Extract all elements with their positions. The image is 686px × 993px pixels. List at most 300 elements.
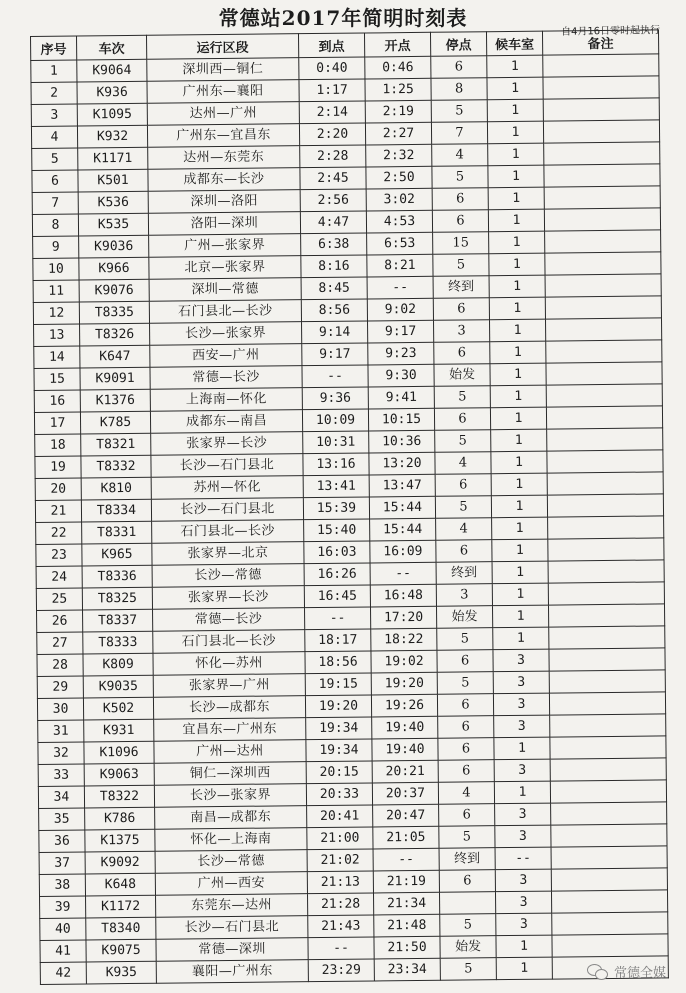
cell-stop: 15 [433,232,489,255]
cell-depart: 3:02 [366,188,432,211]
cell-stop: 6 [432,188,488,211]
cell-remark [549,626,665,649]
cell-no: 15 [34,368,80,390]
cell-train: K809 [83,653,153,676]
cell-section: 张家界—长沙 [152,586,304,610]
cell-no: 2 [31,82,77,104]
cell-remark [548,516,664,539]
cell-stop [439,892,495,915]
cell-remark [546,406,662,429]
cell-waiting-room: 1 [491,451,547,474]
cell-train: K501 [78,169,148,192]
cell-stop: 6 [438,716,494,739]
cell-section: 石门县北—长沙 [149,300,301,324]
cell-depart: 2:32 [366,144,432,167]
cell-train: K9036 [79,235,149,258]
cell-depart: 21:05 [373,826,439,849]
cell-train: K1172 [86,895,156,918]
cell-no: 8 [32,214,78,236]
cell-stop: 6 [439,870,495,893]
cell-waiting-room: 3 [493,693,549,716]
cell-remark [548,560,664,583]
cell-stop: 始发 [440,936,496,959]
effective-date-note: 自4月16日零时起执行 [560,25,661,38]
cell-arrive: 21:13 [307,871,373,894]
cell-depart: 0:46 [365,56,431,79]
cell-no: 30 [37,698,83,720]
cell-train: K785 [80,411,150,434]
cell-section: 深圳西—铜仁 [147,58,299,82]
header-waiting-room: 候车室 [486,31,542,56]
cell-depart: 2:50 [366,166,432,189]
cell-waiting-room: 1 [493,627,549,650]
cell-stop: 6 [438,760,494,783]
cell-no: 25 [36,588,82,610]
cell-remark [550,736,666,759]
cell-remark [551,890,667,913]
cell-stop: 6 [436,540,492,563]
cell-waiting-room: 1 [496,935,552,958]
cell-train: K1171 [78,147,148,170]
cell-train: K932 [77,125,147,148]
cell-no: 23 [36,544,82,566]
cell-waiting-room: 1 [490,341,546,364]
cell-depart: 9:30 [368,364,434,387]
cell-section: 广州东—宜昌东 [147,124,299,148]
cell-remark [548,604,664,627]
cell-arrive: 19:15 [305,673,371,696]
cell-no: 4 [31,126,77,148]
cell-waiting-room: 1 [488,187,544,210]
cell-waiting-room: 1 [492,539,548,562]
cell-stop: 5 [437,672,493,695]
cell-train: K9063 [84,763,154,786]
cell-stop: 6 [434,342,490,365]
cell-depart: 13:20 [369,452,435,475]
cell-stop: 5 [440,958,496,981]
cell-remark [544,208,660,231]
watermark [587,962,666,981]
cell-section: 成都东—南昌 [150,410,302,434]
cell-depart: 6:53 [367,232,433,255]
cell-remark [545,318,661,341]
cell-no: 10 [33,258,79,280]
cell-arrive: 21:00 [307,827,373,850]
cell-waiting-room: 1 [487,77,543,100]
cell-waiting-room: 1 [489,319,545,342]
cell-stop: 5 [433,254,489,277]
cell-stop: 6 [437,650,493,673]
cell-no: 26 [37,610,83,632]
cell-depart: 19:26 [371,694,437,717]
cell-section: 襄阳—广州东 [156,960,308,984]
cell-arrive: 16:45 [304,585,370,608]
cell-waiting-room: 1 [488,209,544,232]
cell-arrive: 18:17 [305,629,371,652]
cell-waiting-room: -- [495,847,551,870]
cell-waiting-room: 1 [490,407,546,430]
cell-remark [543,120,659,143]
cell-train: K9076 [79,279,149,302]
cell-train: K936 [77,81,147,104]
cell-train: K535 [78,213,148,236]
cell-arrive: 9:14 [302,321,368,344]
cell-waiting-room: 1 [492,561,548,584]
cell-stop: 5 [440,914,496,937]
cell-train: T8322 [84,785,154,808]
cell-depart: 21:50 [374,936,440,959]
cell-depart: -- [367,276,433,299]
cell-depart: 19:40 [372,716,438,739]
cell-depart: 10:36 [369,430,435,453]
cell-stop: 6 [432,210,488,233]
cell-section: 石门县北—长沙 [153,630,305,654]
cell-no: 14 [34,346,80,368]
header-stop: 停点 [430,32,486,57]
cell-arrive: 19:34 [306,739,372,762]
cell-arrive: 1:17 [299,79,365,102]
cell-remark [550,758,666,781]
cell-no: 38 [39,874,85,896]
cell-section: 成都东—长沙 [148,168,300,192]
cell-no: 1 [31,60,77,82]
cell-remark [550,780,666,803]
cell-depart: 9:23 [368,342,434,365]
cell-depart: -- [370,562,436,585]
cell-stop: 6 [435,474,491,497]
cell-remark [548,538,664,561]
cell-stop: 4 [435,452,491,475]
cell-section: 达州—东莞东 [148,146,300,170]
cell-section: 广州—西安 [155,872,307,896]
cell-section: 长沙—成都东 [153,696,305,720]
cell-stop: 4 [432,144,488,167]
cell-stop: 5 [435,496,491,519]
cell-section: 长沙—张家界 [150,322,302,346]
cell-waiting-room: 1 [496,957,552,980]
cell-train: K786 [85,807,155,830]
cell-section: 洛阳—深圳 [148,212,300,236]
cell-train: T8325 [82,587,152,610]
cell-depart: 19:20 [371,672,437,695]
cell-stop: 6 [438,738,494,761]
cell-arrive: 19:20 [305,695,371,718]
cell-no: 34 [38,786,84,808]
cell-section: 广州东—襄阳 [147,80,299,104]
cell-depart: 19:40 [372,738,438,761]
header-depart: 开点 [364,32,430,57]
cell-section: 常德—长沙 [150,366,302,390]
cell-stop: 7 [431,122,487,145]
header-no: 序号 [31,36,77,60]
cell-waiting-room: 3 [494,715,550,738]
cell-waiting-room: 1 [492,583,548,606]
cell-train: K536 [78,191,148,214]
cell-depart: 10:15 [368,408,434,431]
cell-no: 31 [38,720,84,742]
cell-waiting-room: 3 [495,825,551,848]
cell-remark [543,76,659,99]
cell-arrive: 20:41 [307,805,373,828]
cell-no: 24 [36,566,82,588]
cell-no: 41 [40,940,86,962]
cell-arrive: -- [302,365,368,388]
cell-stop: 6 [439,804,495,827]
cell-waiting-room: 3 [495,891,551,914]
cell-section: 长沙—张家界 [154,784,306,808]
cell-remark [543,54,659,77]
cell-waiting-room: 3 [494,759,550,782]
cell-depart: 15:44 [369,496,435,519]
cell-section: 长沙—石门县北 [151,454,303,478]
cell-remark [545,252,661,275]
cell-section: 宜昌东—广州东 [154,718,306,742]
cell-no: 13 [34,324,80,346]
cell-no: 28 [37,654,83,676]
cell-depart: 19:02 [371,650,437,673]
page-title: 常德站2017年简明时刻表 [218,6,468,30]
cell-waiting-room: 1 [489,275,545,298]
cell-train: K648 [85,873,155,896]
cell-waiting-room: 1 [491,429,547,452]
cell-depart: 18:22 [371,628,437,651]
cell-depart: 20:47 [373,804,439,827]
cell-arrive: 6:38 [301,233,367,256]
cell-train: K965 [82,543,152,566]
cell-no: 6 [32,170,78,192]
cell-arrive: 0:40 [299,57,365,80]
cell-section: 铜仁—深圳西 [154,762,306,786]
cell-no: 21 [35,500,81,522]
cell-train: T8335 [79,301,149,324]
cell-remark [546,340,662,363]
cell-arrive: 20:33 [306,783,372,806]
cell-remark [551,846,667,869]
cell-stop: 8 [431,78,487,101]
cell-arrive: 2:14 [299,101,365,124]
cell-remark [551,868,667,891]
cell-remark [545,296,661,319]
cell-section: 西安—广州 [150,344,302,368]
cell-arrive: 18:56 [305,651,371,674]
timetable-body [31,54,669,985]
cell-no: 12 [33,302,79,324]
cell-arrive: 16:03 [304,541,370,564]
cell-train: T8332 [81,455,151,478]
cell-section: 上海南—怀化 [150,388,302,412]
cell-arrive: 8:56 [301,299,367,322]
cell-stop: 4 [438,782,494,805]
cell-arrive: 10:31 [303,431,369,454]
cell-section: 常德—长沙 [153,608,305,632]
cell-arrive: 4:47 [300,211,366,234]
cell-train: T8333 [83,631,153,654]
cell-waiting-room: 1 [487,99,543,122]
cell-section: 深圳—常德 [149,278,301,302]
cell-waiting-room: 1 [492,517,548,540]
cell-remark [552,934,668,957]
header-remark: 备注 [542,30,658,55]
cell-train: T8326 [80,323,150,346]
cell-arrive: 19:34 [306,717,372,740]
cell-section: 常德—深圳 [156,938,308,962]
cell-no: 19 [35,456,81,478]
cell-train: T8331 [82,521,152,544]
cell-section: 达州—广州 [147,102,299,126]
cell-train: K9064 [77,59,147,82]
cell-depart: 21:34 [373,892,439,915]
cell-waiting-room: 3 [495,803,551,826]
cell-train: K931 [84,719,154,742]
cell-waiting-room: 3 [495,869,551,892]
cell-train: K935 [86,961,156,984]
cell-waiting-room: 1 [488,143,544,166]
cell-remark [547,450,663,473]
cell-depart: 13:47 [369,474,435,497]
header-section: 运行区段 [146,34,298,60]
cell-stop: 5 [434,386,490,409]
cell-arrive: 23:29 [308,959,374,982]
cell-arrive: 9:36 [302,387,368,410]
cell-no: 22 [36,522,82,544]
cell-depart: 9:41 [368,386,434,409]
cell-arrive: 15:40 [304,519,370,542]
cell-depart: 15:44 [370,518,436,541]
cell-train: K9091 [80,367,150,390]
cell-train: K647 [80,345,150,368]
cell-remark [545,230,661,253]
cell-remark [551,802,667,825]
cell-stop: 6 [437,694,493,717]
cell-train: K1096 [84,741,154,764]
cell-train: K1376 [80,389,150,412]
cell-arrive: 21:02 [307,849,373,872]
cell-section: 怀化—苏州 [153,652,305,676]
cell-waiting-room: 3 [493,671,549,694]
cell-remark [547,428,663,451]
cell-stop: 6 [433,298,489,321]
cell-remark [546,362,662,385]
cell-no: 5 [32,148,78,170]
cell-waiting-room: 1 [490,385,546,408]
cell-section: 张家界—北京 [152,542,304,566]
cell-section: 张家界—长沙 [151,432,303,456]
cell-train: K1095 [77,103,147,126]
cell-section: 北京—张家界 [149,256,301,280]
cell-waiting-room: 1 [491,495,547,518]
cell-arrive: 13:41 [303,475,369,498]
cell-train: T8340 [86,917,156,940]
cell-stop: 5 [437,628,493,651]
cell-no: 17 [34,412,80,434]
cell-remark [544,186,660,209]
cell-no: 39 [40,896,86,918]
cell-remark [543,98,659,121]
cell-arrive: 2:45 [300,167,366,190]
cell-arrive: 16:26 [304,563,370,586]
cell-no: 9 [33,236,79,258]
cell-no: 16 [34,390,80,412]
cell-depart: 8:21 [367,254,433,277]
cell-remark [551,824,667,847]
cell-no: 37 [39,852,85,874]
cell-train: T8321 [81,433,151,456]
cell-stop: 3 [433,320,489,343]
cell-no: 11 [33,280,79,302]
cell-waiting-room: 1 [492,605,548,628]
cell-stop: 3 [436,584,492,607]
cell-depart: 9:17 [368,320,434,343]
cell-remark [544,164,660,187]
cell-stop: 终到 [436,562,492,585]
cell-train: K9035 [83,675,153,698]
cell-no: 7 [32,192,78,214]
cell-waiting-room: 1 [494,781,550,804]
cell-stop: 4 [436,518,492,541]
cell-section: 苏州—怀化 [151,476,303,500]
cell-remark [549,648,665,671]
cell-stop: 始发 [434,364,490,387]
cell-section: 怀化—上海南 [155,828,307,852]
cell-depart: 1:25 [365,78,431,101]
cell-no: 32 [38,742,84,764]
cell-depart: 2:27 [365,122,431,145]
cell-waiting-room: 1 [494,737,550,760]
watermark-text: 常德全媒 [613,966,666,981]
cell-stop: 5 [439,826,495,849]
cell-waiting-room: 3 [496,913,552,936]
cell-no: 40 [40,918,86,940]
cell-depart: 20:21 [372,760,438,783]
cell-waiting-room: 1 [491,473,547,496]
header-arrive: 到点 [298,33,364,58]
cell-no: 29 [37,676,83,698]
cell-arrive: 10:09 [302,409,368,432]
cell-arrive: 15:39 [303,497,369,520]
cell-waiting-room: 3 [493,649,549,672]
cell-train: T8334 [81,499,151,522]
cell-stop: 5 [432,166,488,189]
cell-no: 18 [35,434,81,456]
wechat-icon [587,964,609,980]
cell-section: 东莞东—达州 [156,894,308,918]
cell-waiting-room: 1 [489,253,545,276]
cell-section: 南昌—成都东 [155,806,307,830]
cell-train: K966 [79,257,149,280]
cell-stop: 6 [431,56,487,79]
cell-waiting-room: 1 [487,121,543,144]
cell-no: 42 [40,962,86,984]
cell-section: 广州—达州 [154,740,306,764]
cell-no: 36 [39,830,85,852]
cell-arrive: 2:20 [299,123,365,146]
cell-section: 长沙—石门县北 [156,916,308,940]
cell-waiting-room: 1 [489,231,545,254]
cell-remark [549,670,665,693]
cell-depart: 21:48 [374,914,440,937]
cell-remark [547,472,663,495]
cell-no: 20 [35,478,81,500]
cell-train: T8337 [83,609,153,632]
cell-depart: 20:37 [372,782,438,805]
cell-stop: 始发 [436,606,492,629]
cell-stop: 6 [434,408,490,431]
cell-depart: 21:19 [373,870,439,893]
cell-remark [552,912,668,935]
cell-depart: 16:48 [370,584,436,607]
cell-section: 长沙—常德 [155,850,307,874]
cell-depart: 17:20 [370,606,436,629]
